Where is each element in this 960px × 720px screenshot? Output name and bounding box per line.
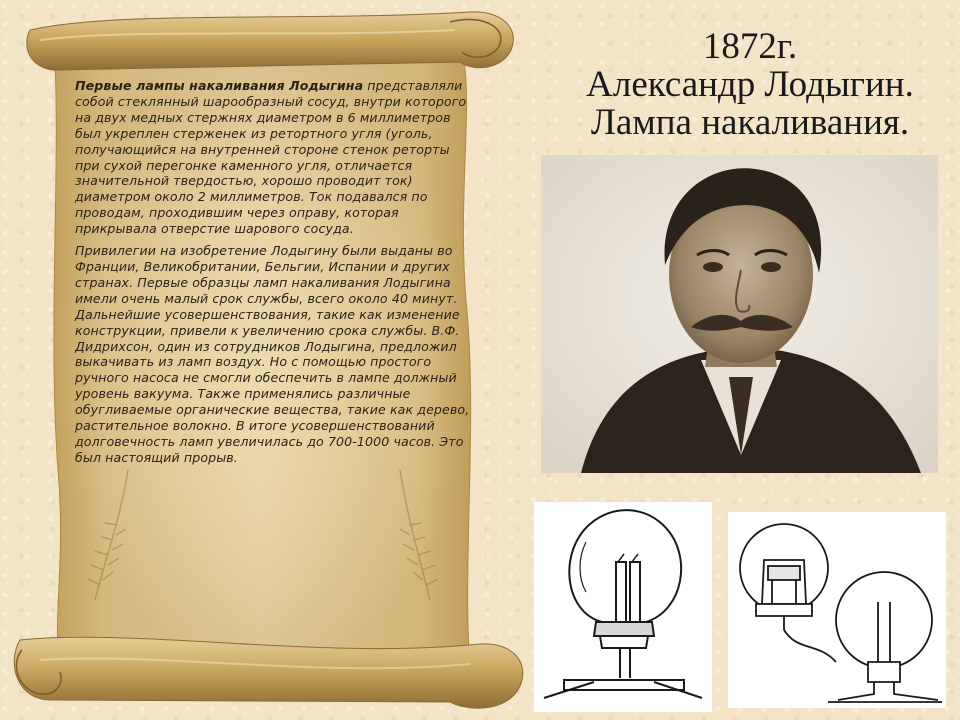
title-name: Александр Лодыгин. — [586, 64, 914, 105]
title-year: 1872г. — [702, 26, 798, 67]
portrait-of-lodygin — [541, 155, 938, 473]
scroll-text-block — [75, 78, 470, 472]
lamp-drawing-two-bulbs — [728, 512, 946, 708]
paragraph-1-body: представляли собой стеклянный шарообразный сосуд, внутри которого на двух медных стержнях диаметром в 6 миллиметров был укреплен стерженек из ретортного угля (уголь, получающийся на внутренней стороне стенок реторты при сухой перегонке каменного угля, отличается значительной твердостью, хорошо проводит ток) диаметром около 2 миллиметров. Ток подавался по проводам, проходившим через оправу, которая прикрывала отверстие шарового сосуда. — [75, 78, 467, 237]
lamp-drawing-bulb-on-stand — [534, 502, 712, 712]
paragraph-1 — [75, 78, 470, 237]
lamp-drawing-1 — [534, 502, 712, 712]
portrait-image — [541, 155, 938, 473]
slide-title — [540, 28, 960, 142]
title-subject: Лампа накаливания. — [590, 102, 910, 143]
paragraph-1-bold-lead: Первые лампы накаливания Лодыгина — [75, 78, 364, 93]
lamp-drawing-2 — [728, 512, 946, 708]
paragraph-2: Привилегии на изобретение Лодыгину были выданы во Франции, Великобритании, Бельгии, Испании и других странах. Первые образцы ламп накаливания Лодыгина имели очень малый срок службы, всего около 40 минут. Дальнейшие усовершенствования, такие как изменение конструкции, привели к увеличению срока службы. В.Ф. Дидрихсон, один из сотрудников Лодыгина, предложил выкачивать из ламп воздух. Но с помощью простого ручного насоса не смогли обеспечить в лампе должный уровень вакуума. Также применялись различные обугливаемые органические вещества, такие как дерево, растительное волокно. В итоге усовершенствований долговечность ламп увеличилась до 700-1000 часов. Это был настоящий прорыв. — [75, 243, 470, 465]
